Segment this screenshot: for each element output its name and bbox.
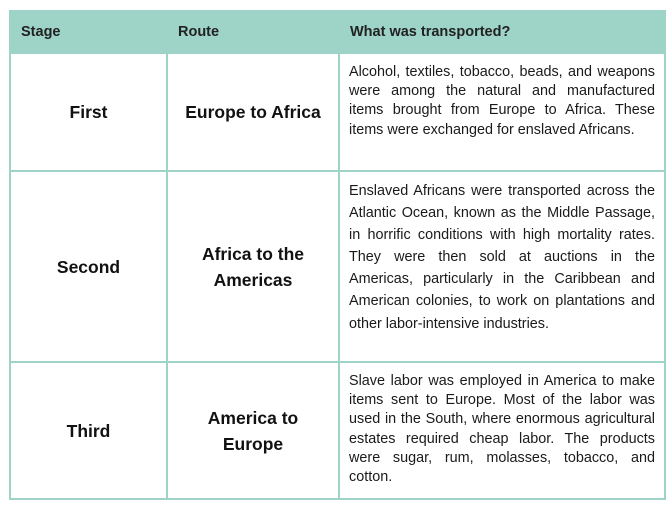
- transported-cell: Enslaved Africans were transported across the Atlantic Ocean, known as the Middle Passage, in horrific conditions with high mortality rates. They were then sold at auctions in the Americas, particularly in the Caribbean and American colonies, to work on plantations and other labor-intensive industries.: [339, 171, 665, 362]
- stage-cell: Second: [10, 171, 167, 362]
- header-stage: Stage: [10, 11, 167, 53]
- header-route: Route: [167, 11, 339, 53]
- header-transported: What was transported?: [339, 11, 665, 53]
- stage-cell: First: [10, 53, 167, 171]
- triangular-trade-table: [9, 10, 666, 500]
- route-cell: America to Europe: [167, 362, 339, 499]
- table-header-row: [10, 11, 665, 53]
- route-cell: Europe to Africa: [167, 53, 339, 171]
- table-row: [10, 53, 665, 171]
- table-row: [10, 362, 665, 499]
- table-row: [10, 171, 665, 362]
- transported-cell: Slave labor was employed in America to make items sent to Europe. Most of the labor was used in the South, where enormous agricultural estates required cheap labor. The products were sugar, rum, molasses, tobacco, and cotton.: [339, 362, 665, 499]
- transported-cell: Alcohol, textiles, tobacco, beads, and weapons were among the natural and manufactured items brought from Europe to Africa. These items were exchanged for enslaved Africans.: [339, 53, 665, 171]
- stage-cell: Third: [10, 362, 167, 499]
- route-cell: Africa to the Americas: [167, 171, 339, 362]
